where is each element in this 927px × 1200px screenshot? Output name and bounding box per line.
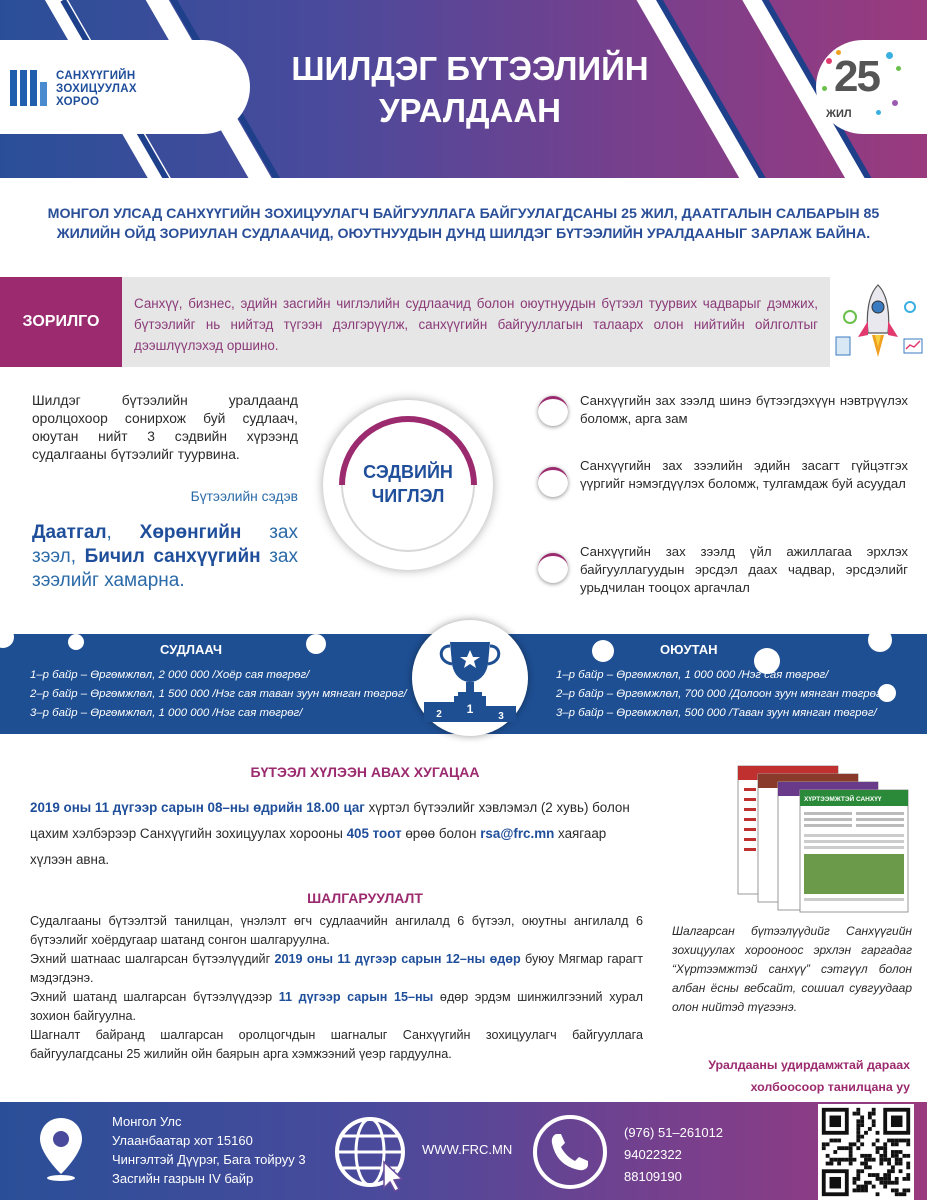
prize-line: 1–р байр – Өргөмжлөл, 1 000 000 /Нэг сая төгрөг/ — [556, 669, 829, 681]
theme-main-text — [32, 521, 298, 593]
magazine-covers-image — [730, 764, 910, 914]
theme-circle-title — [323, 460, 493, 508]
topic-text: Санхүүгийн зах зээлийн эдийн засагт гүйцэтгэх үүргийг нэмэгдүүлэх боломж, тулгамдаж буй асуудал — [580, 458, 908, 491]
submission-title: БҮТЭЭЛ ХҮЛЭЭН АВАХ ХУГАЦАА — [250, 764, 480, 780]
footer-address — [112, 1112, 306, 1188]
frc-logo-text — [56, 70, 137, 109]
theme-text: зах зээл, — [32, 522, 298, 567]
theme-text: зах зээлийг хамарна. — [32, 546, 298, 591]
phone-number: 88109190 — [624, 1169, 682, 1184]
theme-bold: Даатгал — [32, 522, 107, 543]
submission-text — [30, 795, 650, 873]
theme-bold: Бичил санхүүгийн — [84, 546, 261, 567]
title-line: УРАЛДААН — [378, 92, 562, 129]
topic-item — [538, 392, 908, 428]
theme-bold: Хөрөнгийн — [139, 522, 242, 543]
trophy-icon — [416, 628, 524, 728]
link-line: холбоосоор танилцана уу — [750, 1080, 910, 1094]
sub-text-part: хаягаар хүлээн авна. — [30, 826, 607, 867]
website-link[interactable]: WWW.FRC.MN — [422, 1142, 513, 1157]
selection-paragraph — [30, 950, 643, 988]
topic-bullet-icon — [538, 396, 568, 426]
prize-line: 3–р байр – Өргөмжлөл, 500 000 /Таван зуун мянган төгрөг/ — [556, 707, 877, 719]
sub-bold: 2019 оны 11 дүгээр сарын 08–ны өдрийн 18.00 цаг — [30, 800, 365, 815]
page-title — [260, 48, 680, 132]
circle-title-line: ЧИГЛЭЛ — [371, 486, 445, 506]
address-line: Улаанбаатар хот 15160 — [112, 1133, 253, 1148]
address-line: Монгол Улс — [112, 1114, 182, 1129]
topic-bullet-icon — [538, 553, 568, 583]
sub-text-part: өрөө болон — [401, 826, 481, 841]
prize-line: 2–р байр – Өргөмжлөл, 1 500 000 /Нэг сая таван зуун мянган төгрөг/ — [30, 688, 407, 700]
topic-item — [538, 543, 908, 597]
rocket-icon — [830, 277, 927, 367]
prize-line: 3–р байр – Өргөмжлөл, 1 000 000 /Нэг сая төгрөг/ — [30, 707, 303, 719]
title-line: ШИЛДЭГ БҮТЭЭЛИЙН — [291, 50, 649, 87]
qr-code-graphic — [818, 1104, 914, 1200]
sub-text-part: хүртэл бүтээлийг хэвлэмэл (2 хувь) болон цахим хэлбэрээр Санхүүгийн зохицуулах хорооны — [30, 800, 630, 841]
sub-bold: 405 тоот — [346, 826, 402, 841]
prize-line: 1–р байр – Өргөмжлөл, 2 000 000 /Хоёр сая төгрөг/ — [30, 669, 310, 681]
theme-text: , — [106, 522, 140, 543]
sel-bold: 2019 оны 11 дүгээр сарын 12–ны өдөр — [274, 952, 521, 966]
badge-number: 25 — [834, 52, 879, 101]
footer-phones — [624, 1122, 723, 1188]
sel-text-part: Эхний шатанд шалгарсан бүтээлүүдээр — [30, 990, 279, 1004]
goal-label: ЗОРИЛГО — [0, 277, 122, 367]
qr-code[interactable] — [818, 1104, 914, 1200]
topic-item — [538, 457, 908, 493]
link-line: Уралдааны удирдамжтай дараах — [708, 1058, 910, 1072]
topic-text: Санхүүгийн зах зээлд үйл ажиллагаа эрхлэх байгууллагуудын эрсдэл даах чадвар, эрсдэлийг урьдчилан тооцох аргачлал — [580, 544, 908, 595]
frc-logo-bars-icon — [10, 70, 46, 106]
theme-intro-text: Шилдэг бүтээлийн уралдаанд оролцохоор сонирхож буй судлаач, оюутан нийт 3 сэдвийн хүрээнд судалгааны бүтээлийг туурвина. — [32, 393, 298, 462]
email-link[interactable]: rsa@frc.mn — [480, 826, 555, 841]
sel-bold: 11 дүгээр сарын 15–ны — [278, 990, 434, 1004]
org-name-line: ХОРОО — [56, 96, 100, 108]
sel-text-part: өдөр эрдэм шинжилгээний хурал зохион байгуулна. — [30, 990, 644, 1023]
badge-word: ЖИЛ — [826, 108, 852, 120]
prize-line: 2–р байр – Өргөмжлөл, 700 000 /Долоон зуун мянган төгрөг/ — [556, 688, 885, 700]
podium-label-2: 2 — [436, 709, 442, 720]
topic-bullet-icon — [538, 467, 568, 497]
phone-number: (976) 51–261012 — [624, 1125, 724, 1140]
header-banner — [0, 0, 927, 178]
address-line: Чингэлтэй Дүүрэг, Бага тойруу 3 — [112, 1152, 306, 1167]
selection-paragraph — [30, 988, 643, 1026]
circle-title-line: СЭДВИЙН — [363, 462, 453, 482]
anniversary-badge — [816, 40, 927, 134]
org-name-line: САНХҮҮГИЙН — [56, 70, 136, 82]
magazine-title: ХҮРТЭЭМЖТЭЙ САНХҮҮ — [804, 796, 882, 803]
selection-text — [30, 912, 643, 1064]
student-title: ОЮУТАН — [660, 642, 718, 657]
selection-title: ШАЛГАРУУЛАЛТ — [307, 890, 423, 906]
selection-paragraph: Шагналт байранд шалгарсан оролцогчдын шагналыг Санхүүгийн зохицуулагч байгууллага байгуулагдсаны 25 жилийн ойн баярын арга хэмжээний үеэр гардуулна. — [30, 1028, 643, 1061]
theme-subtitle: Бүтээлийн сэдэв — [190, 489, 298, 504]
selection-paragraph: Судалгааны бүтээлтэй танилцан, үнэлэлт өгч судлаачийн ангилалд 6 бүтээл, оюутны ангилалд 6 бүтээлийг хоёрдугаар шатанд сонгон шалгаруулна. — [30, 914, 643, 947]
location-pin-icon — [36, 1116, 86, 1182]
goal-text: Санхүү, бизнес, эдийн засгийн чиглэлийн судлаачид болон оюутнуудын бүтээл туурвих чадварыг дэмжих, бүтээлийг нь нийтэд түгээн дэлгэрүүлж, санхүүгийн байгууллагын талаарх олон нийтийн ойлголтыг дээшлүүлэхэд оршино. — [122, 277, 830, 367]
guideline-link-text — [640, 1054, 910, 1098]
sel-text-part: Эхний шатнаас шалгарсан бүтээлүүдийг — [30, 952, 275, 966]
phone-number: 94022322 — [624, 1147, 682, 1162]
frc-logo — [0, 40, 250, 134]
sel-text-part: буюу Мягмар гарагт мэдэгдэнэ. — [30, 952, 643, 985]
student-prize-list — [556, 666, 885, 723]
org-name-line: ЗОХИЦУУЛАХ — [56, 83, 137, 95]
researcher-prize-list — [30, 666, 407, 723]
intro-announcement: МОНГОЛ УЛСАД САНХҮҮГИЙН ЗОХИЦУУЛАГЧ БАЙГУУЛЛАГА БАЙГУУЛАГДСАНЫ 25 ЖИЛ, ДААТГАЛЫН САЛБАРЫН 85 ЖИЛИЙН ОЙД ЗОРИУЛАН СУДЛААЧИД, ОЮУТНУУДЫН ДУНД ШИЛДЭГ БҮТЭЭЛИЙН УРАЛДААНЫГ ЗАРЛАЖ БАЙНА. — [47, 206, 880, 242]
phone-icon — [530, 1112, 610, 1192]
address-line: Засгийн газрын IV байр — [112, 1171, 254, 1186]
podium-label-1: 1 — [466, 702, 474, 716]
globe-cursor-icon — [332, 1112, 412, 1192]
researcher-title: СУДЛААЧ — [160, 642, 222, 657]
magazine-caption: Шалгарсан бүтээлүүдийг Санхүүгийн зохицуулах хорооноос эрхлэн гаргадаг “Хүртээмжтэй санхүү” сэтгүүл болон албан ёсны вебсайт, сошиал сувгуудаар олон нийтэд түгээнэ. — [672, 924, 912, 1014]
podium-label-3: 3 — [498, 711, 504, 722]
topic-text: Санхүүгийн зах зээлд шинэ бүтээгдэхүүн нэвтрүүлэх боломж, арга зам — [580, 393, 908, 426]
